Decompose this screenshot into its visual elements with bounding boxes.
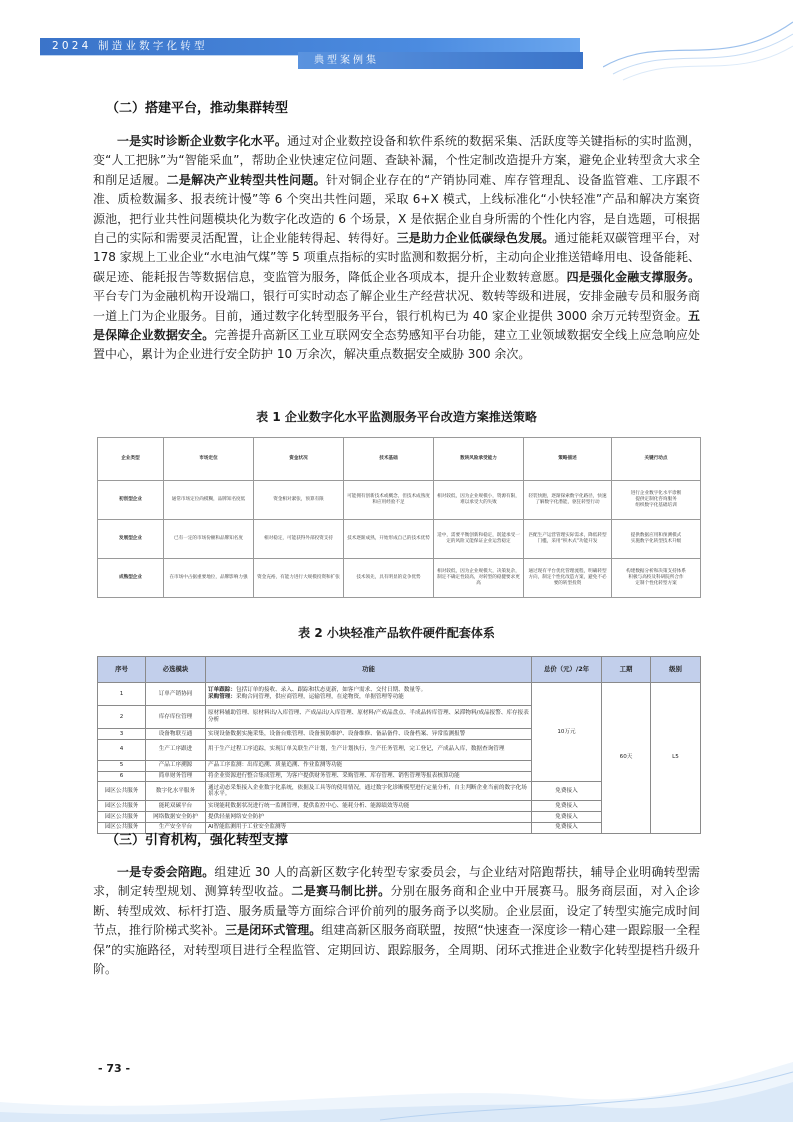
table2-header-cell: 工期 (602, 657, 651, 683)
table2-no: 1 (98, 683, 146, 706)
table1-cell: 在市场中占据重要地位，品牌影响力强 (164, 559, 254, 598)
table1-cell: 提供数据应用和预测模式 实施数字化转型技术升级 (612, 520, 701, 559)
keyword: 二是解决产业转型共性问题。 (166, 172, 326, 187)
table2-function (206, 683, 532, 706)
table2-no: 6 (98, 771, 146, 782)
table2-function: 用于生产过程工序追踪，实现订单关联生产计划，生产计划执行，生产任务管理，完工登记，产成品入库，数据查询管理 (206, 739, 532, 760)
table2-function: 实现能耗数据状况进行统一监测管理，提供监控中心、能耗分析、能源绩效等功能 (206, 801, 532, 812)
table2-merged-level: L5 (651, 683, 701, 834)
table1-cell: 资金充裕，有能力进行大规模投资和扩张 (254, 559, 344, 598)
table2-module: 简单财务管理 (146, 771, 206, 782)
table2-module: 库存库位管理 (146, 706, 206, 729)
keyword: 一是专委会陪跑。 (117, 865, 215, 879)
table1-cell: 初创型企业 (98, 481, 164, 520)
table1-cell: 进行企业数字化水平诊断 提供定制化咨询服务 组织数字化基础培训 (612, 481, 701, 520)
text-run: 通过能耗双碳管理平台，对 178 家规上工业企业“水电油气煤”等 5 项重点指标的实时监测和数据分析，主动向企业推送错峰用电、设备能耗、碳足迹、能耗报告等数据信息，变监管为服务，降低企业各项成本，提升企业数转意愿。 (93, 231, 700, 284)
table1-cell: 相对稳定，可能获得外部投资支持 (254, 520, 344, 559)
table-row (98, 481, 701, 520)
table1-cell: 技术逐渐成熟，开始形成自己的技术优势 (344, 520, 434, 559)
keyword: 一是实时诊断企业数字化水平。 (117, 134, 288, 148)
section3-paragraph (93, 863, 700, 979)
table1-cell: 相对较低，因为企业规模小，资源有限，难以承受大的失败 (434, 481, 524, 520)
table1-cell: 相对较低，因为企业规模大，决策复杂，制定不确定性较高，对转型的稳健要求更高 (434, 559, 524, 598)
table1-header-cell: 资金状况 (254, 438, 344, 481)
table2-header-cell: 序号 (98, 657, 146, 683)
table2-header-cell: 必选模块 (146, 657, 206, 683)
table2-no: 4 (98, 739, 146, 760)
table2-no: 2 (98, 706, 146, 729)
keyword: 三是闭环式管理。 (225, 923, 322, 938)
table2-function: 产品工序监测：出库追溯、质量追溯、作业监测等功能 (206, 760, 532, 771)
table1-cell: 适中，需要平衡创新和稳定，既能承受一定的风险又能保证企业运营稳定 (434, 520, 524, 559)
table2-function: 实现设备数据实施采集，设备台账管理、设备预防维护、设备维修、备品备件、设备档案、异常监测报警 (206, 729, 532, 740)
table2-module: 生产工序跟进 (146, 739, 206, 760)
header-divider (40, 55, 298, 56)
table2-header-row (98, 657, 701, 683)
function-keyword: 订单跟踪： (208, 687, 236, 694)
table2-module: 生产安全平台 (146, 822, 206, 833)
keyword: 四是强化金融支撑服务。 (566, 269, 700, 284)
table1-header-cell: 策略描述 (524, 438, 612, 481)
table1 (97, 437, 701, 598)
page-header (0, 0, 793, 72)
table2-function: 将企业资源进行整合集成管理，为客户提供财务管理、采购管理、库存管理、销售管理等报表核算功能 (206, 771, 532, 782)
table2-merged-price: 10万元 (532, 683, 602, 782)
table2 (97, 656, 701, 834)
table2-price: 免费接入 (532, 822, 602, 833)
table2-merged-period: 60天 (602, 683, 651, 834)
table1-cell: 发展型企业 (98, 520, 164, 559)
table2-no: 园区公共服务 (98, 782, 146, 801)
header-right-title: 典型案例集 (314, 55, 379, 66)
table1-caption: 表 1 企业数字化水平监测服务平台改造方案推送策略 (256, 410, 537, 424)
table1-cell: 轻装快跑，逐渐探索数字化路径，快速了解数字化潜能，驱狂转型行动 (524, 481, 612, 520)
table1-cell: 构建数据分析和决策支持体系 积极与高校及科研院所合作 定制个性化转型方案 (612, 559, 701, 598)
function-keyword: 采购管理： (208, 694, 236, 700)
table2-price: 免费接入 (532, 812, 602, 823)
table2-module: 设备物联互通 (146, 729, 206, 740)
table1-cell: 资金相对紧张，预算有限 (254, 481, 344, 520)
footer-wave-decoration (0, 1042, 793, 1122)
table2-module: 能耗双碳平台 (146, 801, 206, 812)
table2-caption: 表 2 小块轻准产品软件硬件配套体系 (298, 626, 495, 640)
table1-cell: 技术领先，具有明显的竞争优势 (344, 559, 434, 598)
text-run: 分别在服务商和企业中开展赛马。服务商层面，对入企诊断、转型成效、标杆打造、服务质量等方面综合评价前列的服务商予以奖励。企业层面，设定了转型实施完成时间节点，推行阶梯式奖补。 (93, 884, 700, 938)
table1-cell: 通常市场定位尚模糊，品牌知名度低 (164, 481, 254, 520)
table2-no: 5 (98, 760, 146, 771)
section2-paragraph (93, 132, 700, 365)
table2-header-cell: 总价（元）/2年 (532, 657, 602, 683)
table2-function: AI智能监测用于工业安全监测等 (206, 822, 532, 833)
keyword: 二是赛马制比拼。 (291, 884, 391, 899)
table-row (98, 559, 701, 598)
table1-cell: 成熟型企业 (98, 559, 164, 598)
table2-price: 免费接入 (532, 782, 602, 801)
table1-header-cell: 市场定位 (164, 438, 254, 481)
table2-no: 园区公共服务 (98, 812, 146, 823)
text-run: 完善提升高新区工业互联网安全态势感知平台功能，建立工业领域数据安全线上应急响应处置中心，累计为企业进行安全防护 10 万余次，解决重点数据安全威胁 300 余次。 (93, 328, 700, 362)
keyword: 三是助力企业低碳绿色发展。 (396, 231, 555, 246)
table2-no: 园区公共服务 (98, 822, 146, 833)
page-number: - 73 - (98, 1062, 131, 1075)
table2-no: 3 (98, 729, 146, 740)
function-text: 包括订单的接收、录入、跟踪和状态更新，如客户需求、交付日期、数量等。 (235, 687, 427, 694)
table2-module: 数字化水平服务 (146, 782, 206, 801)
text-run: 组建高新区服务商联盟，按照“快速查一深度诊一精心建一跟踪服一全程保”的实施路径，对转型项目进行全程监管、定期回访、跟踪服务，全周期、闭环式推进企业数字化转型提档升级升阶。 (93, 923, 700, 977)
table-row (98, 520, 701, 559)
text-run: 组建近 30 人的高新区数字化转型专家委员会，与企业结对陪跑帮扶，辅导企业明确转型需求，制定转型规划、测算转型收益。 (93, 865, 700, 899)
text-run: 通过对企业数控设备和软件系统的数据采集、活跃度等关键指标的实时监测，变“人工把脉”为“智能采血”，帮助企业快速定位问题、查缺补漏，个性定制改造提升方案，避免企业转型贪大求全和削足适履。 (93, 134, 700, 187)
header-left-title: 2024 制造业数字化转型 (52, 40, 208, 52)
table2-price: 免费接入 (532, 801, 602, 812)
table1-header-cell: 企业类型 (98, 438, 164, 481)
text-run: 针对铜企业存在的“产销协同难、库存管理乱、设备监管难、工序跟不准、质检数漏多、报表统计慢”等 6 个突出共性问题，采取 6+X 模式，上线标准化“小快轻准”产品和解决方案资源池，把行业共性问题模块化为数字化改造的 6 个场景，X 是依据企业自身所需的个性化内容，是自选题，可根据自己的实际和需要灵活配置，让企业能转得起、转得好。 (93, 172, 700, 246)
table1-cell: 匹配生产运营管理实际需求，降低转型门槛，采用“积木式”功能开发 (524, 520, 612, 559)
table2-module: 产品工序溯源 (146, 760, 206, 771)
section-title: （二）搭建平台，推动集群转型 (106, 101, 289, 116)
table1-header-cell: 数转风险承受能力 (434, 438, 524, 481)
table1-header-cell: 技术基础 (344, 438, 434, 481)
table1-cell: 可能拥有创新技术或概念，但技术成熟度和应用经验不足 (344, 481, 434, 520)
table2-module: 网络数据安全防护 (146, 812, 206, 823)
table2-function: 通过动态采集接入企业数字化系统，依据及工具等的使用情况，通过数字化诊断模型进行定量分析，自主判断企业当前的数字化场景水平。 (206, 782, 532, 801)
table-row (98, 683, 701, 706)
function-text: 采购合同管理，供应商管理，运输管理，在途物资，单据管理等功能 (235, 694, 404, 700)
table2-module: 订单产销协同 (146, 683, 206, 706)
table1-cell: 通过现有平台优化管理流程，明确转型方向，制定个性化改造方案，避免不必要的转型投资 (524, 559, 612, 598)
table2-function: 原材料辅助管理、原材料出/入库管理、产成品出/入库管理、原材料/产成品盘点、半成品转库管理、呆滞物料/成品报警、库存报表分析 (206, 706, 532, 729)
header-wave-decoration (603, 12, 793, 82)
keyword: 五是保障企业数据安全。 (93, 308, 700, 343)
text-run: 平台专门为金融机构开设端口，银行可实时动态了解企业生产经营状况、数转等级和进展，安排金融专员和服务商一道上门为企业服务。目前，通过数字化转型服务平台，银行机构已为 40 家企业提供 3000 余万元转型资金。 (93, 289, 700, 323)
table1-header-cell: 关键行动点 (612, 438, 701, 481)
table1-header-row (98, 438, 701, 481)
table1-cell: 已有一定的市场份额和品牌知名度 (164, 520, 254, 559)
table2-no: 园区公共服务 (98, 801, 146, 812)
table2-header-cell: 级别 (651, 657, 701, 683)
table2-header-cell: 功能 (206, 657, 532, 683)
section-title: （三）引育机构，强化转型支撑 (106, 833, 289, 848)
table2-function: 提供轻量网络安全防护 (206, 812, 532, 823)
